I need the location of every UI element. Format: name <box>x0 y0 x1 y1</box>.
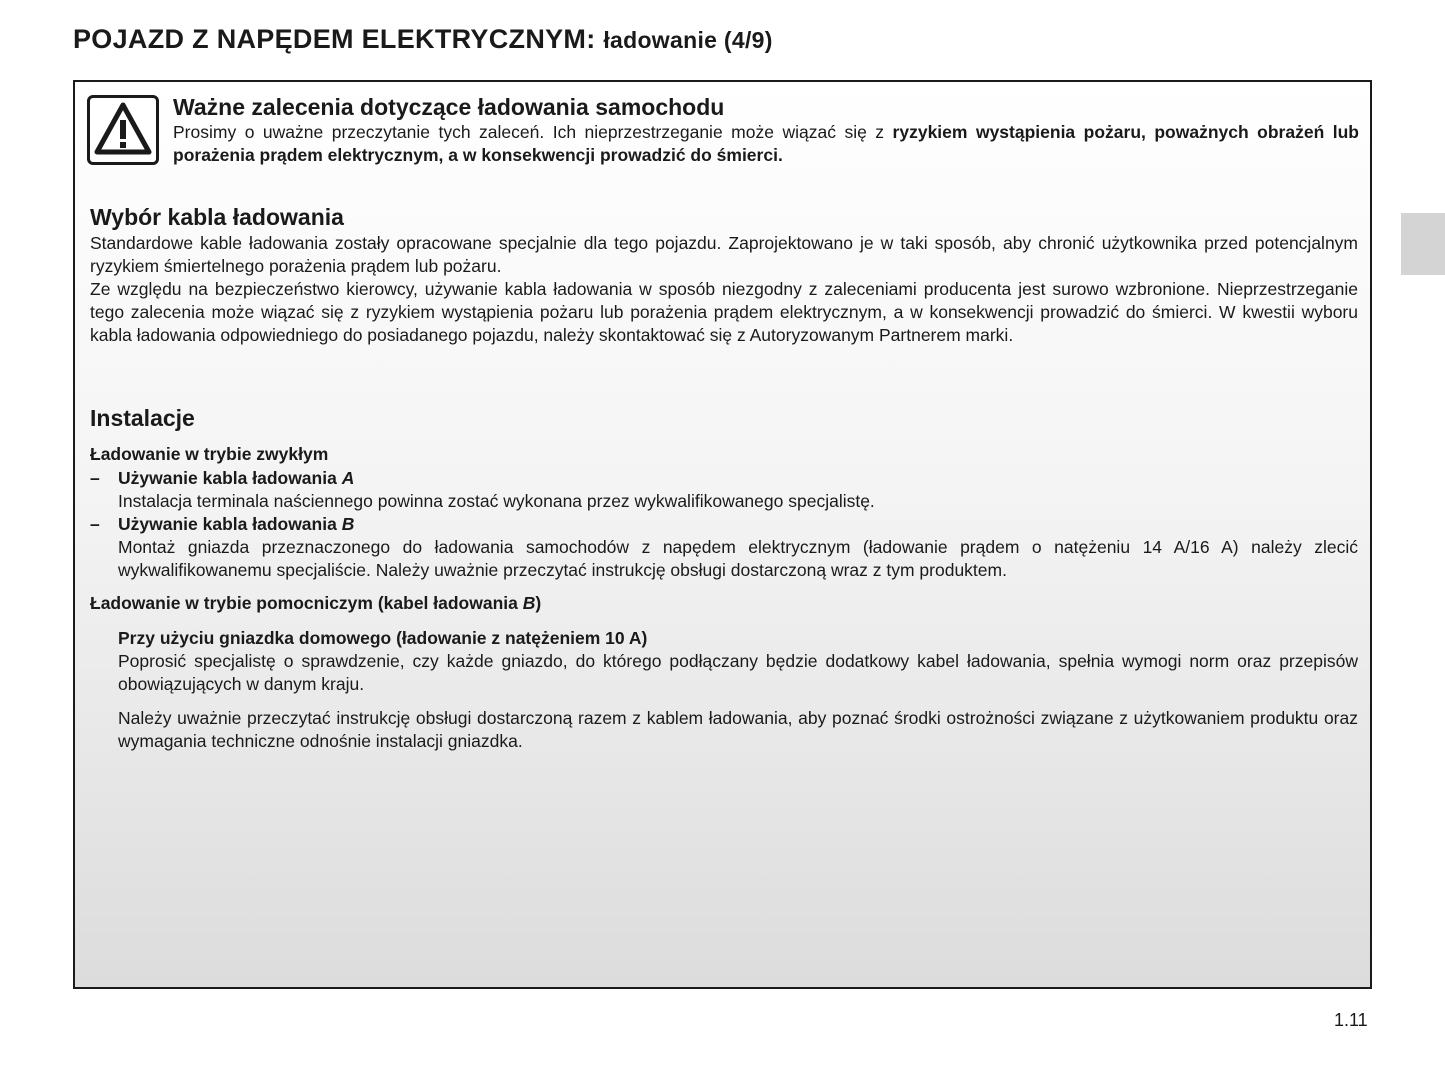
item-b-body: Montaż gniazda przeznaczonego do ładowania samochodów z napędem elektrycznym (ładowanie prądem o natężeniu 14 A/16 A) należy zlecić wykwalifikowanemu specjaliście. Należy uważnie przeczytać instrukcję obsługi dostarczoną wraz z tym produktem. <box>118 537 1358 580</box>
item-b-head-text: Używanie kabla ładowania <box>118 514 342 534</box>
warning-text-bold: ryzykiem wystąpienia pożaru, poważnych obrażeń lub porażenia prądem elektrycznym, a w konsekwencji prowadzić do śmierci. <box>173 122 1359 165</box>
list-dash: – <box>90 468 100 488</box>
page-title-sub: ładowanie (4/9) <box>603 27 773 53</box>
content-box <box>73 80 1372 989</box>
list-item <box>90 513 1358 582</box>
list-item <box>90 467 1358 513</box>
warning-text <box>173 121 1359 167</box>
cable-paragraph-1: Standardowe kable ładowania zostały opracowane specjalnie dla tego pojazdu. Zaprojektowano je w taki sposób, aby chronić użytkownika przed potencjalnym ryzykiem śmiertelnego porażenia prądem lub pożaru. <box>90 233 1358 276</box>
aux-mode-heading <box>90 593 541 614</box>
item-a-letter: A <box>341 468 355 488</box>
warning-text-plain: Prosimy o uważne przeczytanie tych zaleceń. Ich nieprzestrzeganie może wiązać się z <box>173 122 893 142</box>
item-b-letter: B <box>341 514 355 534</box>
socket-text: Poprosić specjalistę o sprawdzenie, czy każde gniazdo, do którego podłączany będzie dodatkowy kabel ładowania, spełnia wymogi norm oraz przepisów obowiązujących w danym kraju. <box>118 651 1358 694</box>
socket-block <box>118 627 1358 696</box>
aux-heading-end: ) <box>535 593 542 613</box>
page-title-main: POJAZD Z NAPĘDEM ELEKTRYCZNYM: <box>73 24 596 54</box>
list-dash: – <box>90 514 100 534</box>
aux-heading-start: Ładowanie w trybie pomocniczym (kabel ładowania <box>90 593 523 613</box>
installations-heading: Instalacje <box>90 405 195 431</box>
item-a-heading <box>118 467 1358 490</box>
normal-mode-heading: Ładowanie w trybie zwykłym <box>90 444 329 464</box>
page-title <box>73 24 773 55</box>
page-number: 1.11 <box>1334 1010 1368 1030</box>
cable-paragraph-2: Ze względu na bezpieczeństwo kierowcy, używanie kabla ładowania w sposób niezgodny z zaleceniami producenta jest surowo wzbronione. Nieprzestrzeganie tego zalecenia może wiązać się z ryzykiem wystąpienia pożaru lub porażenia prądem elektrycznym, a w konsekwencji prowadzić do śmierci. W kwestii wyboru kabla ładowania odpowiedniego do posiadanego pojazdu, należy skontaktować się z Autoryzowanym Partnerem marki. <box>90 279 1358 345</box>
cable-section-heading: Wybór kabla ładowania <box>90 204 344 230</box>
socket-heading: Przy użyciu gniazdka domowego (ładowanie z natężeniem 10 A) <box>118 628 648 648</box>
read-instructions-text: Należy uważnie przeczytać instrukcję obsługi dostarczoną razem z kablem ładowania, aby poznać środki ostrożności związane z użytkowaniem produktu oraz wymagania techniczne odnośnie instalacji gniazdka. <box>118 708 1358 751</box>
warning-triangle-icon <box>87 95 159 165</box>
warning-title: Ważne zalecenia dotyczące ładowania samochodu <box>173 94 725 120</box>
item-a-head-text: Używanie kabla ładowania <box>118 468 342 488</box>
aux-heading-letter: B <box>522 593 536 613</box>
item-a-body: Instalacja terminala naściennego powinna zostać wykonana przez wykwalifikowanego specjalistę. <box>118 491 875 511</box>
item-b-heading <box>118 513 1358 536</box>
chapter-side-tab <box>1401 213 1445 275</box>
